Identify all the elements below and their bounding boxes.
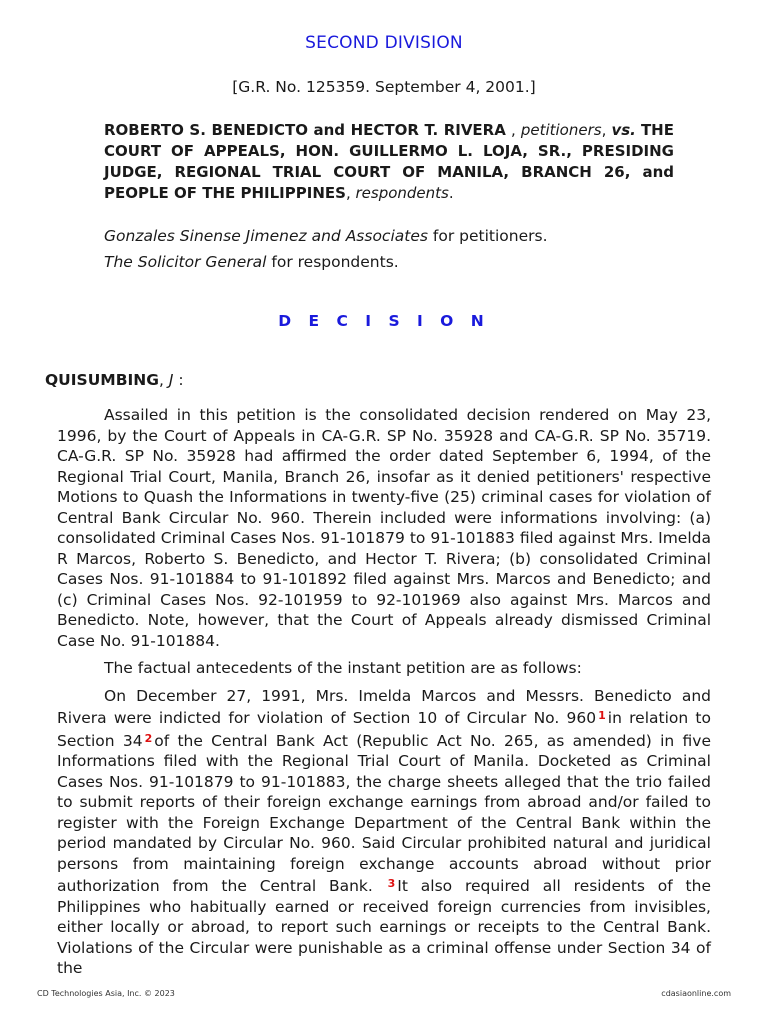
footer-copyright: CD Technologies Asia, Inc. © 2023 bbox=[37, 989, 175, 998]
respondents-role: respondents bbox=[355, 184, 449, 202]
ponente-line: QUISUMBING, J : bbox=[45, 371, 184, 389]
petitioners-counsel-suffix: for petitioners. bbox=[432, 227, 548, 245]
petitioners-counsel: Gonzales Sinense Jimenez and Associates bbox=[104, 227, 428, 245]
footnote-link-3[interactable]: 3 bbox=[387, 877, 396, 890]
versus-label: vs. bbox=[611, 121, 636, 139]
paragraph-text: On December 27, 1991, Mrs. Imelda Marcos and Messrs. Benedicto and Rivera were indicted for violation of Section 10 of Circular No. 960 bbox=[57, 686, 711, 727]
footer-site: cdasiaonline.com bbox=[661, 989, 731, 998]
petitioners-role: petitioners bbox=[520, 121, 602, 139]
paragraph-text: of the Central Bank Act (Republic Act No. 265, as amended) in five Informations filed with the Regional Trial Court of Manila. Docketed as Criminal Cases Nos. 91-101879 to 91-101883, the charge sheets alleged that the trio failed to submit reports of their foreign exchange earnings from abroad and/or failed to register with the Foreign Exchange Department of the Central Bank within the period mandated by Circular No. 960. Said Circular prohibited natural and juridical persons from maintaining foreign exchange accounts abroad without prior authorization from the Central Bank. bbox=[57, 731, 711, 895]
case-number: [G.R. No. 125359. September 4, 2001.] bbox=[232, 78, 536, 96]
respondents-counsel: The Solicitor General bbox=[104, 253, 267, 271]
body-paragraph: The factual antecedents of the instant petition are as follows: bbox=[104, 659, 582, 677]
decision-body bbox=[57, 405, 711, 986]
paragraph-text: It also required all residents of the Philippines who habitually earned or received foreign currencies from invisibles, either locally or abroad, to report such earnings or receipts to the Central Bank. Violations of the Circular were punishable as a criminal offense under Section 34 of the bbox=[57, 877, 711, 977]
body-paragraph bbox=[57, 686, 711, 979]
footnote-link-1[interactable]: 1 bbox=[598, 709, 606, 722]
ponente-name: QUISUMBING bbox=[45, 371, 159, 389]
petitioners-names: ROBERTO S. BENEDICTO and HECTOR T. RIVERA bbox=[104, 121, 506, 139]
petitioners-counsel-line bbox=[104, 227, 704, 245]
respondents-counsel-suffix: for respondents. bbox=[271, 253, 399, 271]
paragraph-text: in relation to Section 34 bbox=[57, 709, 711, 750]
body-paragraph: Assailed in this petition is the consolidated decision rendered on May 23, 1996, by the Court of Appeals in CA-G.R. SP No. 35928 and CA-G.R. SP No. 35719. CA-G.R. SP No. 35928 had affirmed the order dated September 6, 1994, of the Regional Trial Court, Manila, Branch 26, insofar as it denied petitioners' respective Motions to Quash the Informations in twenty-five (25) criminal cases for violation of Central Bank Circular No. 960. Therein included were informations involving: (a) consolidated Criminal Cases Nos. 91-101879 to 91-101883 filed against Mrs. Imelda R Marcos, Roberto S. Benedicto, and Hector T. Rivera; (b) consolidated Criminal Cases Nos. 91-101884 to 91-101892 filed against Mrs. Marcos and Benedicto; and (c) Criminal Cases Nos. 92-101959 to 92-101969 also against Mrs. Marcos and Benedicto. Note, however, that the Court of Appeals already dismissed Criminal Case No. 91-101884. bbox=[57, 406, 711, 650]
ponente-title: J bbox=[168, 371, 174, 389]
division-heading: SECOND DIVISION bbox=[305, 33, 463, 53]
footnote-link-2[interactable]: 2 bbox=[144, 731, 153, 745]
respondents-names: THE COURT OF APPEALS, HON. GUILLERMO L. LOJA, SR., PRESIDING JUDGE, REGIONAL TRIAL COURT OF MANILA, BRANCH 26, and PEOPLE OF THE PHILIPPINES bbox=[104, 121, 674, 202]
case-parties: ROBERTO S. BENEDICTO and HECTOR T. RIVERA , petitioners, vs. THE COURT OF APPEALS, HON. GUILLERMO L. LOJA, SR., PRESIDING JUDGE, REGIONAL TRIAL COURT OF MANILA, BRANCH 26, and PEOPLE OF THE PHILIPPINES, respondents. bbox=[104, 121, 674, 202]
respondents-counsel-line bbox=[104, 253, 704, 271]
decision-title: D E C I S I O N bbox=[278, 312, 490, 330]
